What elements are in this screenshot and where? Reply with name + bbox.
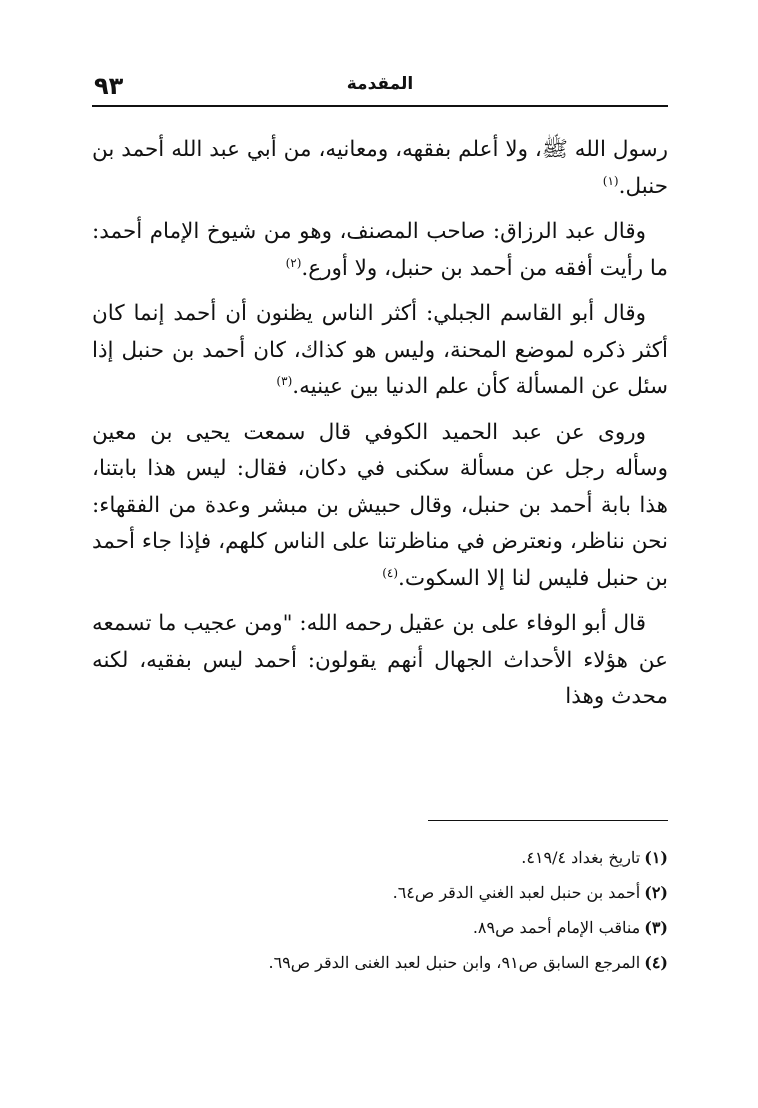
footnote-number: (١) [644, 848, 668, 867]
paragraph-text: وروى عن عبد الحميد الكوفي قال سمعت يحيى بن معين وسأله رجل عن مسألة سكنى في دكان، فقال: ليس هذا بابتنا، هذا بابة أحمد بن حنبل، وقال حبيش بن مبشر وعدة من الفقهاء: نحن نناظر، ونعترض في مناظرتنا على الناس كلهم، فإذا جاء أحمد بن حنبل فليس لنا إلا السكوت. [92, 419, 668, 591]
footnotes [92, 848, 668, 988]
footnote-text: تاريخ بغداد ٤١٩/٤. [521, 848, 641, 867]
main-text [92, 132, 668, 725]
footnote-text: أحمد بن حنبل لعبد الغني الدقر ص٦٤. [392, 883, 641, 902]
paragraph [92, 415, 668, 598]
footnote-number: (٤) [644, 953, 668, 972]
footnote-text: المرجع السابق ص٩١، وابن حنبل لعبد الغنى الدقر ص٦٩. [268, 953, 641, 972]
footnote-divider [428, 820, 668, 821]
paragraph-text: رسول الله ﷺ، ولا أعلم بفقهه، ومعانيه، من أبي عبد الله أحمد بن حنبل. [92, 137, 668, 199]
footnote [92, 953, 668, 973]
running-header [92, 72, 668, 102]
header-divider [92, 105, 668, 107]
footnote [92, 848, 668, 868]
footnote-ref: (٤) [382, 565, 399, 580]
paragraph [92, 214, 668, 287]
paragraph-text: وقال عبد الرزاق: صاحب المصنف، وهو من شيوخ الإمام أحمد: ما رأيت أفقه من أحمد بن حنبل، ولا أورع. [92, 219, 668, 281]
footnote-ref: (٢) [285, 255, 302, 270]
footnote-text: مناقب الإمام أحمد ص٨٩. [472, 918, 641, 937]
paragraph [92, 296, 668, 406]
footnote-ref: (١) [602, 173, 619, 188]
paragraph [92, 606, 668, 716]
footnote-ref: (٣) [276, 374, 293, 388]
running-title: المقدمة [346, 74, 414, 94]
footnote [92, 883, 668, 903]
paragraph [92, 132, 668, 205]
paragraph-text: قال أبو الوفاء على بن عقيل رحمه الله: "ومن عجيب ما تسمعه عن هؤلاء الأحداث الجهال أنهم يقولون: أحمد ليس بفقيه، لكنه محدث وهذا [91, 611, 668, 709]
footnote [92, 918, 668, 938]
page-number: ٩٣ [94, 72, 124, 100]
paragraph-text: وقال أبو القاسم الجبلي: أكثر الناس يظنون أن أحمد إنما كان أكثر ذكره لموضع المحنة، وليس هو كذاك، كان أحمد بن حنبل إذا سئل عن المسألة كأن علم الدنيا بين عينيه. [92, 301, 668, 399]
footnote-number: (٣) [644, 918, 668, 937]
footnote-number: (٢) [644, 883, 668, 902]
